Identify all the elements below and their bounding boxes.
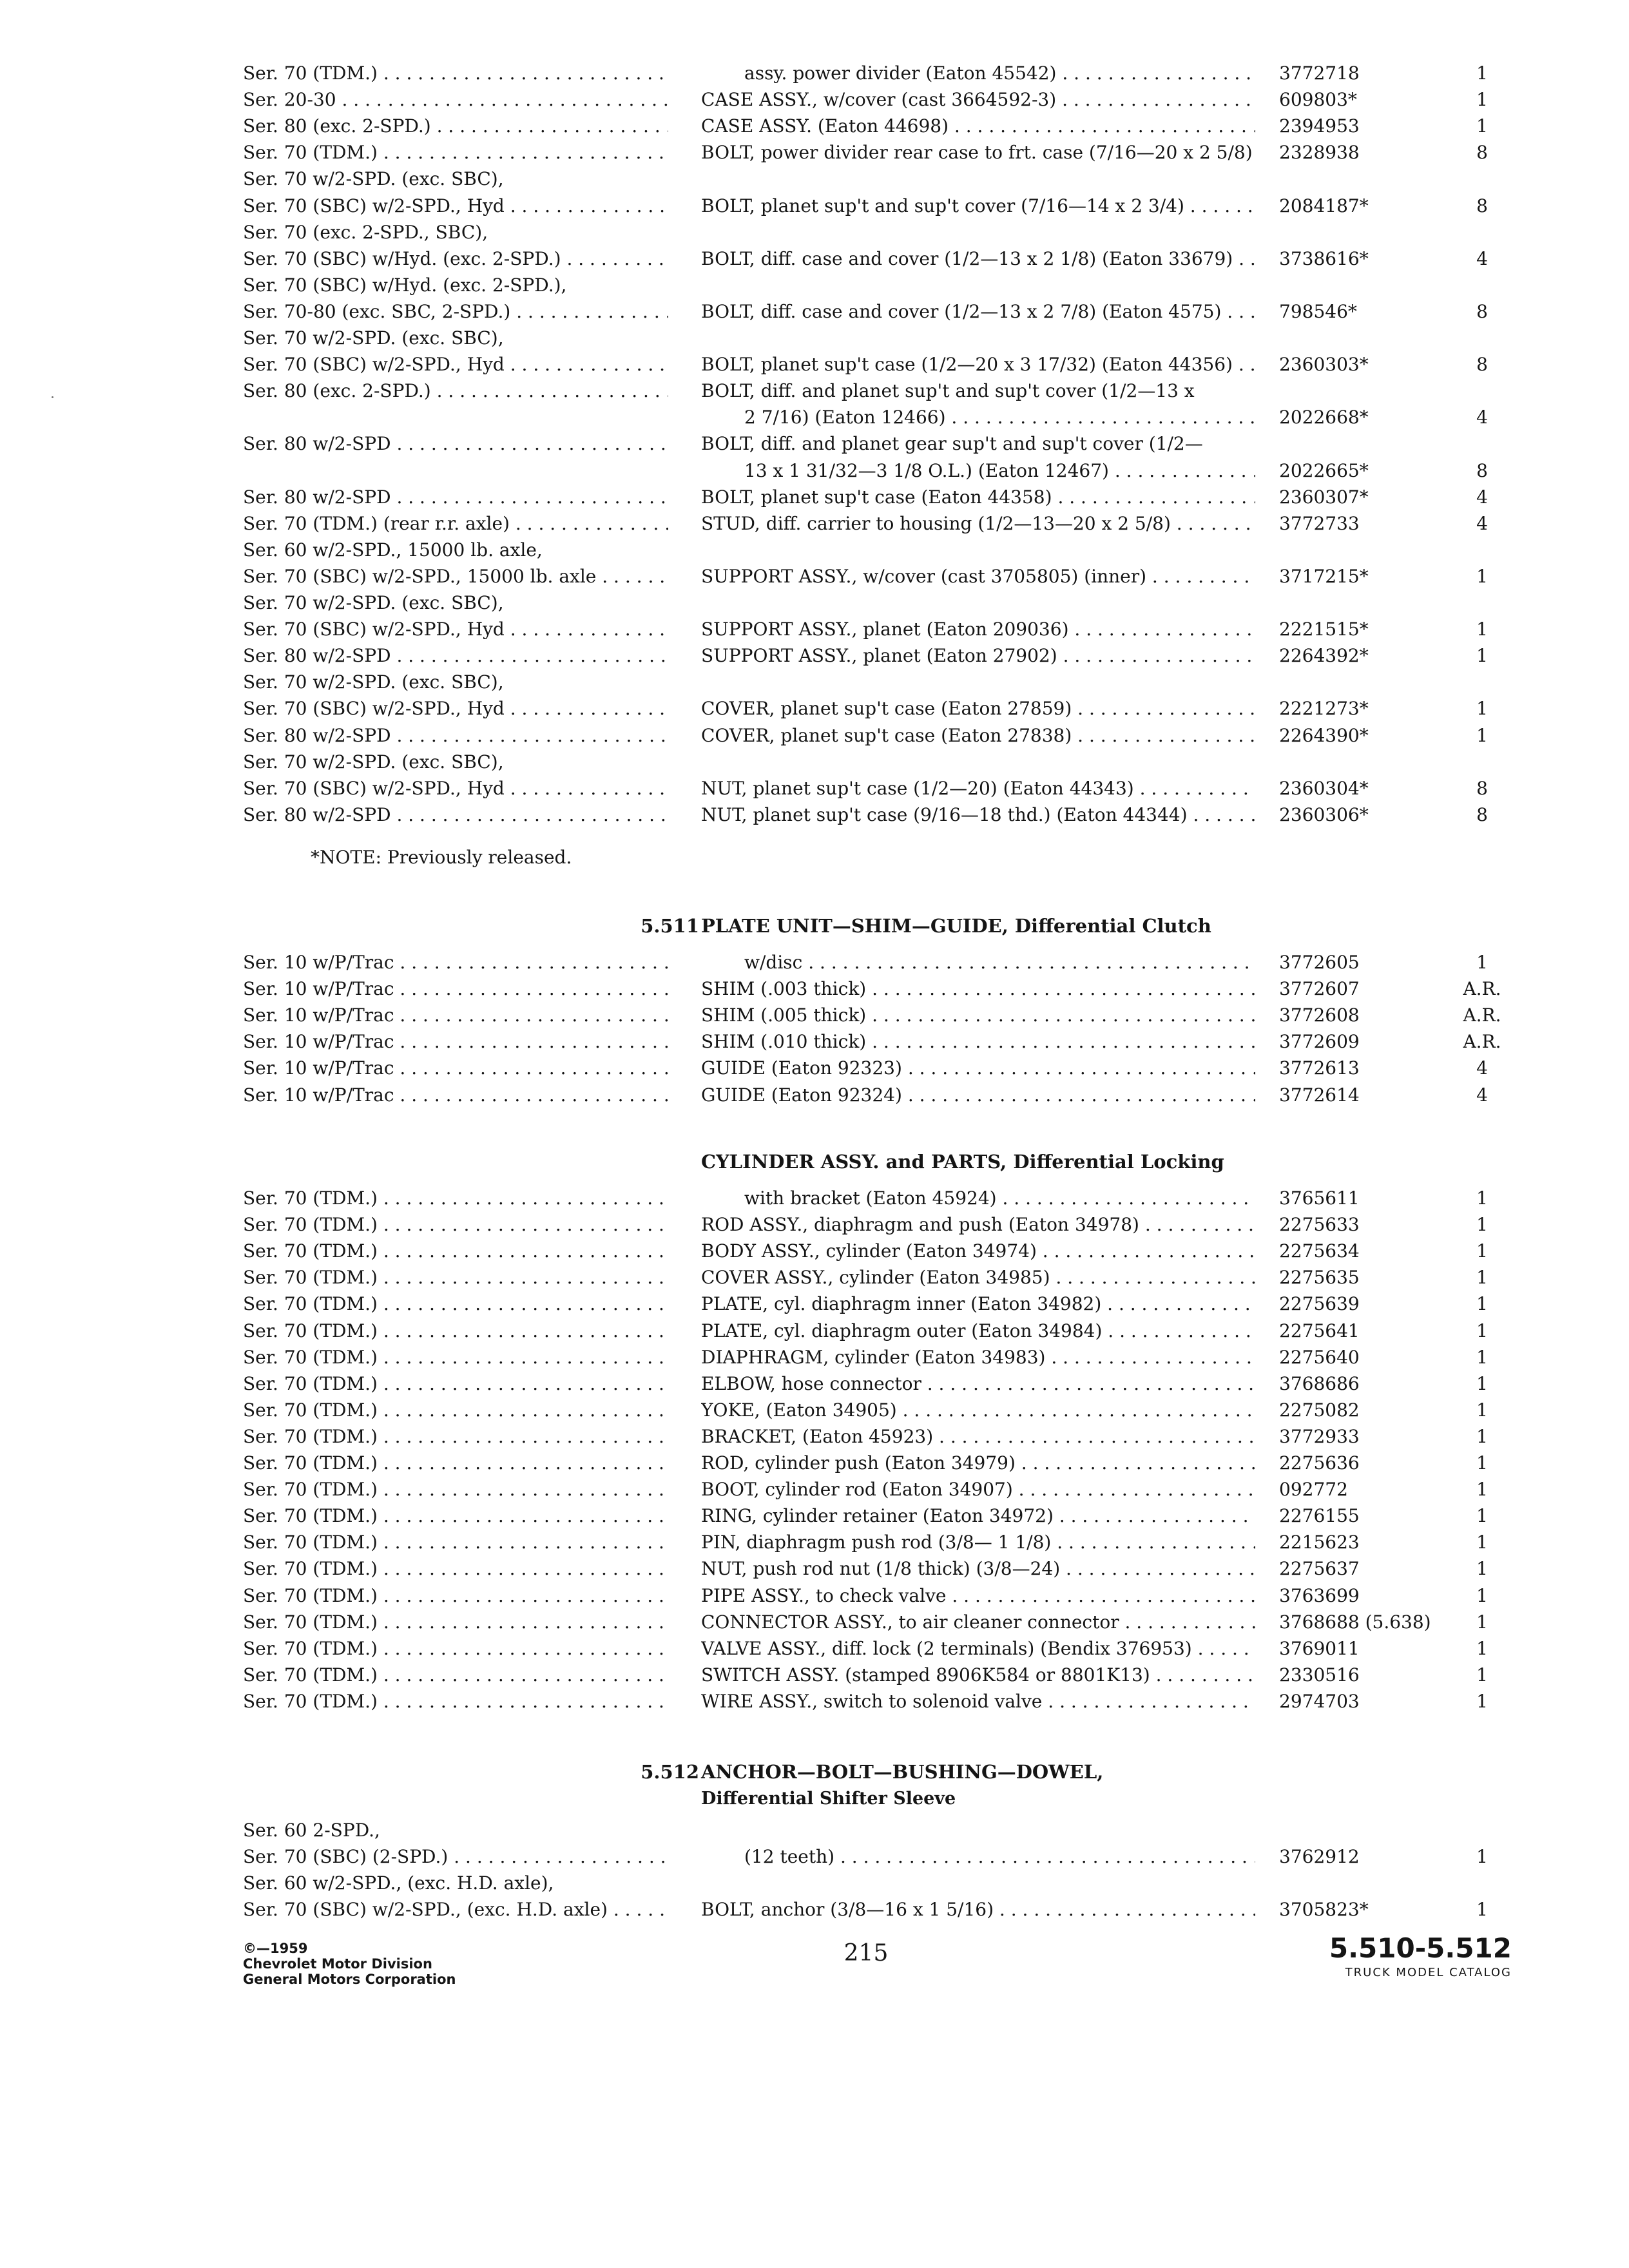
section-title-5-511: PLATE UNIT—SHIM—GUIDE, Differential Clutch: [701, 915, 1211, 937]
part-description: SHIM (.010 thick) . . .: [701, 1029, 1255, 1055]
part-number: 2022668*: [1279, 407, 1369, 428]
part-number: 3765611: [1279, 1187, 1360, 1209]
parts-row: [0, 1186, 1629, 1211]
application: Ser. 80 w/2-SPD . . .: [243, 643, 668, 669]
part-number: 3772608: [1279, 1004, 1360, 1026]
part-number: 2221273*: [1279, 698, 1369, 720]
part-description: (12 teeth) . . .: [744, 1844, 1255, 1870]
application: Ser. 70 (exc. 2-SPD., SBC),: [243, 221, 488, 243]
part-description: PIN, diaphragm push rod (3/8— 1 1/8) . . .: [701, 1530, 1255, 1555]
application: Ser. 80 w/2-SPD . . .: [243, 802, 668, 828]
quantity: 1: [1476, 115, 1488, 137]
quantity: A.R.: [1463, 1031, 1501, 1053]
application: Ser. 20-30 . . .: [243, 87, 668, 113]
section-number-5-512: 5.512: [641, 1761, 699, 1783]
part-description: CASE ASSY. (Eaton 44698) . . .: [701, 113, 1255, 139]
part-description: NUT, planet sup't case (9/16—18 thd.) (Eaton 44344) . . .: [701, 802, 1255, 828]
parts-row: [0, 1424, 1629, 1450]
quantity: 1: [1476, 1267, 1488, 1289]
part-description: COVER, planet sup't case (Eaton 27859) . . .: [701, 696, 1255, 722]
part-number: 3768688 (5.638): [1279, 1611, 1431, 1633]
quantity: 1: [1476, 1479, 1488, 1501]
quantity: 4: [1476, 486, 1488, 508]
quantity: 1: [1476, 1452, 1488, 1474]
part-description: BOLT, diff. case and cover (1/2—13 x 2 1/8) (Eaton 33679) . . .: [701, 246, 1255, 272]
part-description: BOLT, diff. case and cover (1/2—13 x 2 7/8) (Eaton 4575) . . .: [701, 299, 1255, 325]
application: Ser. 80 w/2-SPD . . .: [243, 723, 668, 749]
part-number: 2275641: [1279, 1320, 1360, 1341]
part-number: 2974703: [1279, 1690, 1360, 1712]
parts-row: [0, 1003, 1629, 1028]
quantity: 1: [1476, 1320, 1488, 1341]
quantity: 1: [1476, 1846, 1488, 1868]
quantity: 1: [1476, 724, 1488, 746]
part-description: assy. power divider (Eaton 45542) . . .: [744, 61, 1255, 86]
publisher-corporation: General Motors Corporation: [243, 1972, 456, 1987]
part-number: 3772607: [1279, 978, 1360, 1000]
parts-row: [0, 1530, 1629, 1555]
application: Ser. 70 (TDM.) . . .: [243, 1477, 668, 1503]
parts-row: [0, 723, 1629, 749]
parts-row: [0, 643, 1629, 669]
quantity: 1: [1476, 62, 1488, 84]
application: Ser. 60 w/2-SPD., (exc. H.D. axle),: [243, 1872, 554, 1894]
application: Ser. 70 (TDM.) . . .: [243, 140, 668, 166]
quantity: 1: [1476, 1399, 1488, 1421]
application: Ser. 70 (TDM.) . . .: [243, 1424, 668, 1450]
part-description: CASE ASSY., w/cover (cast 3664592-3) . . .: [701, 87, 1255, 113]
application: Ser. 70 w/2-SPD. (exc. SBC),: [243, 168, 504, 190]
parts-row: [0, 1345, 1629, 1370]
part-description: 13 x 1 31/32—3 1/8 O.L.) (Eaton 12467) . . .: [744, 458, 1255, 484]
quantity: 1: [1476, 1558, 1488, 1580]
quantity: 1: [1476, 698, 1488, 720]
part-number: 2275640: [1279, 1346, 1360, 1368]
quantity: 1: [1476, 1293, 1488, 1315]
part-number: 2084187*: [1279, 195, 1369, 216]
application: Ser. 60 w/2-SPD., 15000 lb. axle,: [243, 539, 543, 561]
application: Ser. 10 w/P/Trac . . .: [243, 950, 668, 975]
quantity: 4: [1476, 1084, 1488, 1106]
quantity: 1: [1476, 1372, 1488, 1394]
part-number: 3763699: [1279, 1584, 1360, 1606]
part-number: 2330516: [1279, 1664, 1360, 1686]
part-number: 3717215*: [1279, 565, 1369, 587]
quantity: 1: [1476, 645, 1488, 667]
parts-row: [0, 431, 1629, 457]
quantity: 1: [1476, 1899, 1488, 1921]
quantity: 4: [1476, 247, 1488, 269]
part-description: BODY ASSY., cylinder (Eaton 34974) . . .: [701, 1238, 1255, 1264]
parts-row: [0, 1291, 1629, 1317]
part-description: GUIDE (Eaton 92323) . . .: [701, 1055, 1255, 1081]
application: Ser. 70 w/2-SPD. (exc. SBC),: [243, 671, 504, 693]
application: Ser. 70 (TDM.) . . .: [243, 1345, 668, 1370]
publisher-division: Chevrolet Motor Division: [243, 1956, 432, 1972]
parts-row: [0, 1398, 1629, 1423]
part-number: 2276155: [1279, 1505, 1360, 1527]
application: Ser. 70 (SBC) w/2-SPD., (exc. H.D. axle) . . .: [243, 1897, 668, 1923]
quantity: A.R.: [1463, 1004, 1501, 1026]
application: Ser. 70 (TDM.) . . .: [243, 1503, 668, 1529]
quantity: 1: [1476, 1664, 1488, 1686]
application: Ser. 70 (TDM.) . . .: [243, 1398, 668, 1423]
application: Ser. 70 (TDM.) . . .: [243, 1689, 668, 1715]
parts-row: [0, 352, 1629, 378]
parts-row: [0, 61, 1629, 86]
quantity: 1: [1476, 1690, 1488, 1712]
parts-row: [0, 776, 1629, 802]
quantity: 1: [1476, 1637, 1488, 1659]
application: Ser. 70 (TDM.) . . .: [243, 1371, 668, 1397]
part-description: DIAPHRAGM, cylinder (Eaton 34983) . . .: [701, 1345, 1255, 1370]
parts-row: [0, 1870, 1629, 1896]
quantity: A.R.: [1463, 978, 1501, 1000]
parts-row: [0, 378, 1629, 404]
parts-row: [0, 511, 1629, 537]
parts-row: [0, 1689, 1629, 1715]
application: Ser. 70 (SBC) w/2-SPD., Hyd . . .: [243, 193, 668, 219]
quantity: 1: [1476, 1214, 1488, 1236]
application: Ser. 70 (TDM.) . . .: [243, 1530, 668, 1555]
part-number: 092772: [1279, 1479, 1348, 1501]
part-description: VALVE ASSY., diff. lock (2 terminals) (Bendix 376953) . . .: [701, 1636, 1255, 1662]
parts-row: [0, 87, 1629, 113]
application: Ser. 70 (SBC) (2-SPD.) . . .: [243, 1844, 668, 1870]
parts-row: [0, 1212, 1629, 1238]
parts-row: [0, 325, 1629, 351]
part-description: WIRE ASSY., switch to solenoid valve . . .: [701, 1689, 1255, 1715]
application: Ser. 70 (TDM.) . . .: [243, 61, 668, 86]
parts-row: [0, 405, 1629, 430]
parts-row: [0, 1818, 1629, 1843]
parts-row: [0, 1844, 1629, 1870]
application: Ser. 70 (SBC) w/2-SPD., Hyd . . .: [243, 617, 668, 642]
application: Ser. 70 (TDM.) . . .: [243, 1583, 668, 1609]
parts-row: [0, 1082, 1629, 1108]
quantity: 4: [1476, 407, 1488, 428]
part-description: BOLT, planet sup't case (1/2—20 x 3 17/32) (Eaton 44356) . . .: [701, 352, 1255, 378]
parts-row: [0, 113, 1629, 139]
part-number: 2264392*: [1279, 645, 1369, 667]
part-description: COVER ASSY., cylinder (Eaton 34985) . . .: [701, 1265, 1255, 1291]
part-number: 2275637: [1279, 1558, 1360, 1580]
part-description: ROD ASSY., diaphragm and push (Eaton 34978) . . .: [701, 1212, 1255, 1238]
section-number-5-511: 5.511: [641, 915, 699, 937]
part-description: BRACKET, (Eaton 45923) . . .: [701, 1424, 1255, 1450]
quantity: 1: [1476, 565, 1488, 587]
application: Ser. 70 (SBC) w/Hyd. (exc. 2-SPD.) . . .: [243, 246, 668, 272]
part-description: COVER, planet sup't case (Eaton 27838) . . .: [701, 723, 1255, 749]
quantity: 4: [1476, 1057, 1488, 1079]
parts-row: [0, 696, 1629, 722]
part-description: GUIDE (Eaton 92324) . . .: [701, 1082, 1255, 1108]
part-description: PIPE ASSY., to check valve . . .: [701, 1583, 1255, 1609]
part-description: BOLT, diff. and planet sup't and sup't cover (1/2—13 x: [701, 380, 1195, 402]
application: Ser. 70 (SBC) w/2-SPD., Hyd . . .: [243, 776, 668, 802]
application: Ser. 10 w/P/Trac . . .: [243, 1082, 668, 1108]
page-number: 215: [843, 1940, 889, 1966]
parts-row: [0, 1610, 1629, 1635]
parts-row: [0, 193, 1629, 219]
parts-row: [0, 299, 1629, 325]
parts-row: [0, 590, 1629, 616]
parts-row: [0, 1477, 1629, 1503]
section-subtitle-5-512: Differential Shifter Sleeve: [701, 1789, 956, 1809]
part-number: 609803*: [1279, 89, 1357, 111]
part-description: SWITCH ASSY. (stamped 8906K584 or 8801K13) . . .: [701, 1662, 1255, 1688]
application: Ser. 80 (exc. 2-SPD.) . . .: [243, 378, 668, 404]
application: Ser. 80 (exc. 2-SPD.) . . .: [243, 113, 668, 139]
parts-row: [0, 564, 1629, 590]
application: Ser. 70 (TDM.) . . .: [243, 1636, 668, 1662]
quantity: 1: [1476, 619, 1488, 640]
part-description: NUT, planet sup't case (1/2—20) (Eaton 44343) . . .: [701, 776, 1255, 802]
application: Ser. 70 w/2-SPD. (exc. SBC),: [243, 751, 504, 773]
part-description: BOLT, planet sup't and sup't cover (7/16—14 x 2 3/4) . . .: [701, 193, 1255, 219]
part-number: 3772605: [1279, 952, 1360, 973]
parts-row: [0, 749, 1629, 775]
quantity: 8: [1476, 300, 1488, 322]
part-number: 3772614: [1279, 1084, 1360, 1106]
quantity: 1: [1476, 1532, 1488, 1553]
part-number: 2275633: [1279, 1214, 1360, 1236]
parts-row: [0, 802, 1629, 828]
section-title-cylinder: CYLINDER ASSY. and PARTS, Differential Locking: [701, 1151, 1224, 1173]
application: Ser. 70 (TDM.) . . .: [243, 1186, 668, 1211]
part-description: w/disc . . .: [744, 950, 1255, 975]
parts-row: [0, 1636, 1629, 1662]
part-number: 2264390*: [1279, 724, 1369, 746]
part-description: SHIM (.003 thick) . . .: [701, 976, 1255, 1002]
parts-row: [0, 166, 1629, 192]
parts-row: [0, 1897, 1629, 1923]
catalog-name: TRUCK MODEL CATALOG: [1345, 1966, 1512, 1979]
application: Ser. 70 w/2-SPD. (exc. SBC),: [243, 327, 504, 349]
part-description: SUPPORT ASSY., planet (Eaton 27902) . . .: [701, 643, 1255, 669]
application: Ser. 70 (TDM.) . . .: [243, 1238, 668, 1264]
application: Ser. 70 (SBC) w/Hyd. (exc. 2-SPD.),: [243, 274, 567, 296]
parts-row: [0, 617, 1629, 642]
application: Ser. 70 (TDM.) . . .: [243, 1291, 668, 1317]
parts-row: [0, 485, 1629, 510]
quantity: 1: [1476, 1240, 1488, 1262]
quantity: 1: [1476, 1346, 1488, 1368]
quantity: 1: [1476, 952, 1488, 973]
part-description: BOLT, planet sup't case (Eaton 44358) . . .: [701, 485, 1255, 510]
part-number: 2275635: [1279, 1267, 1360, 1289]
application: Ser. 70 (SBC) w/2-SPD., Hyd . . .: [243, 696, 668, 722]
part-description: CONNECTOR ASSY., to air cleaner connector . . .: [701, 1610, 1255, 1635]
part-number: 2360307*: [1279, 486, 1369, 508]
part-description: STUD, diff. carrier to housing (1/2—13—20 x 2 5/8) . . .: [701, 511, 1255, 537]
application: Ser. 70 (TDM.) . . .: [243, 1318, 668, 1344]
copyright: ©—1959: [243, 1941, 308, 1956]
quantity: 1: [1476, 1425, 1488, 1447]
part-number: 3772718: [1279, 62, 1360, 84]
application: Ser. 80 w/2-SPD . . .: [243, 485, 668, 510]
quantity: 1: [1476, 1187, 1488, 1209]
publisher-block: [243, 1941, 456, 1987]
parts-row: [0, 1583, 1629, 1609]
parts-row: [0, 246, 1629, 272]
part-number: 3772613: [1279, 1057, 1360, 1079]
part-description: YOKE, (Eaton 34905) . . .: [701, 1398, 1255, 1423]
part-description: BOLT, power divider rear case to frt. case (7/16—20 x 2 5/8) . . .: [701, 140, 1255, 166]
quantity: 8: [1476, 142, 1488, 164]
application: Ser. 70-80 (exc. SBC, 2-SPD.) . . .: [243, 299, 668, 325]
part-description: ELBOW, hose connector . . .: [701, 1371, 1255, 1397]
quantity: 1: [1476, 1611, 1488, 1633]
quantity: 8: [1476, 459, 1488, 481]
part-description: SUPPORT ASSY., w/cover (cast 3705805) (inner) . . .: [701, 564, 1255, 590]
application: Ser. 70 (TDM.) . . .: [243, 1610, 668, 1635]
application: Ser. 10 w/P/Trac . . .: [243, 1055, 668, 1081]
application: Ser. 60 2-SPD.,: [243, 1820, 380, 1841]
part-number: 2275636: [1279, 1452, 1360, 1474]
parts-row: [0, 537, 1629, 563]
quantity: 1: [1476, 1505, 1488, 1527]
application: Ser. 70 (TDM.) . . .: [243, 1212, 668, 1238]
application: Ser. 70 w/2-SPD. (exc. SBC),: [243, 592, 504, 613]
parts-row: [0, 1238, 1629, 1264]
parts-row: [0, 220, 1629, 245]
part-number: 2328938: [1279, 142, 1360, 164]
parts-row: [0, 1662, 1629, 1688]
quantity: 8: [1476, 354, 1488, 376]
application: Ser. 10 w/P/Trac . . .: [243, 1029, 668, 1055]
parts-row: [0, 1029, 1629, 1055]
parts-row: [0, 950, 1629, 975]
quantity: 8: [1476, 195, 1488, 216]
part-number: 2394953: [1279, 115, 1360, 137]
part-number: 3705823*: [1279, 1899, 1369, 1921]
quantity: 1: [1476, 89, 1488, 111]
part-number: 3768686: [1279, 1372, 1360, 1394]
parts-row: [0, 1371, 1629, 1397]
application: Ser. 10 w/P/Trac . . .: [243, 1003, 668, 1028]
part-description: NUT, push rod nut (1/8 thick) (3/8—24) . . .: [701, 1556, 1255, 1582]
part-description: RING, cylinder retainer (Eaton 34972) . . .: [701, 1503, 1255, 1529]
part-number: 2275639: [1279, 1293, 1360, 1315]
part-description: SUPPORT ASSY., planet (Eaton 209036) . . .: [701, 617, 1255, 642]
quantity: 8: [1476, 803, 1488, 825]
part-number: 2215623: [1279, 1532, 1360, 1553]
part-number: 3772933: [1279, 1425, 1360, 1447]
parts-row: [0, 1503, 1629, 1529]
part-description: ROD, cylinder push (Eaton 34979) . . .: [701, 1450, 1255, 1476]
part-number: 2360304*: [1279, 777, 1369, 799]
parts-row: [0, 1450, 1629, 1476]
section-title-5-512: ANCHOR—BOLT—BUSHING—DOWEL,: [701, 1761, 1104, 1783]
part-description: BOLT, anchor (3/8—16 x 1 5/16) . . .: [701, 1897, 1255, 1923]
part-number: 2360306*: [1279, 803, 1369, 825]
part-number: 3772609: [1279, 1031, 1360, 1053]
application: Ser. 70 (SBC) w/2-SPD., 15000 lb. axle . . .: [243, 564, 668, 590]
part-number: 2275082: [1279, 1399, 1360, 1421]
application: Ser. 70 (TDM.) (rear r.r. axle) . . .: [243, 511, 668, 537]
part-description: 2 7/16) (Eaton 12466) . . .: [744, 405, 1255, 430]
application: Ser. 80 w/2-SPD . . .: [243, 431, 668, 457]
parts-row: [0, 273, 1629, 298]
quantity: 8: [1476, 777, 1488, 799]
part-description: with bracket (Eaton 45924) . . .: [744, 1186, 1255, 1211]
parts-row: [0, 1318, 1629, 1344]
part-number: 2275634: [1279, 1240, 1360, 1262]
application: Ser. 70 (SBC) w/2-SPD., Hyd . . .: [243, 352, 668, 378]
previously-released-note: *NOTE: Previously released.: [311, 847, 572, 868]
parts-row: [0, 1055, 1629, 1081]
part-description: BOOT, cylinder rod (Eaton 34907) . . .: [701, 1477, 1255, 1503]
application: Ser. 70 (TDM.) . . .: [243, 1450, 668, 1476]
application: Ser. 70 (TDM.) . . .: [243, 1662, 668, 1688]
application: Ser. 70 (TDM.) . . .: [243, 1556, 668, 1582]
parts-row: [0, 140, 1629, 166]
part-description: BOLT, diff. and planet gear sup't and sup't cover (1/2—: [701, 433, 1203, 455]
part-number: 2022665*: [1279, 459, 1369, 481]
parts-row: [0, 669, 1629, 695]
parts-row: [0, 1265, 1629, 1291]
part-number: 3772733: [1279, 512, 1360, 534]
parts-row: [0, 1556, 1629, 1582]
part-number: 3769011: [1279, 1637, 1360, 1659]
parts-row: [0, 458, 1629, 484]
part-description: PLATE, cyl. diaphragm outer (Eaton 34984) . . .: [701, 1318, 1255, 1344]
application: Ser. 70 (TDM.) . . .: [243, 1265, 668, 1291]
quantity: 1: [1476, 1584, 1488, 1606]
part-number: 3738616*: [1279, 247, 1369, 269]
parts-row: [0, 976, 1629, 1002]
part-number: 2360303*: [1279, 354, 1369, 376]
section-range: 5.510-5.512: [1329, 1932, 1512, 1964]
part-number: 3762912: [1279, 1846, 1360, 1868]
application: Ser. 10 w/P/Trac . . .: [243, 976, 668, 1002]
part-number: 798546*: [1279, 300, 1357, 322]
quantity: 4: [1476, 512, 1488, 534]
part-number: 2221515*: [1279, 619, 1369, 640]
part-description: PLATE, cyl. diaphragm inner (Eaton 34982) . . .: [701, 1291, 1255, 1317]
part-description: SHIM (.005 thick) . . .: [701, 1003, 1255, 1028]
